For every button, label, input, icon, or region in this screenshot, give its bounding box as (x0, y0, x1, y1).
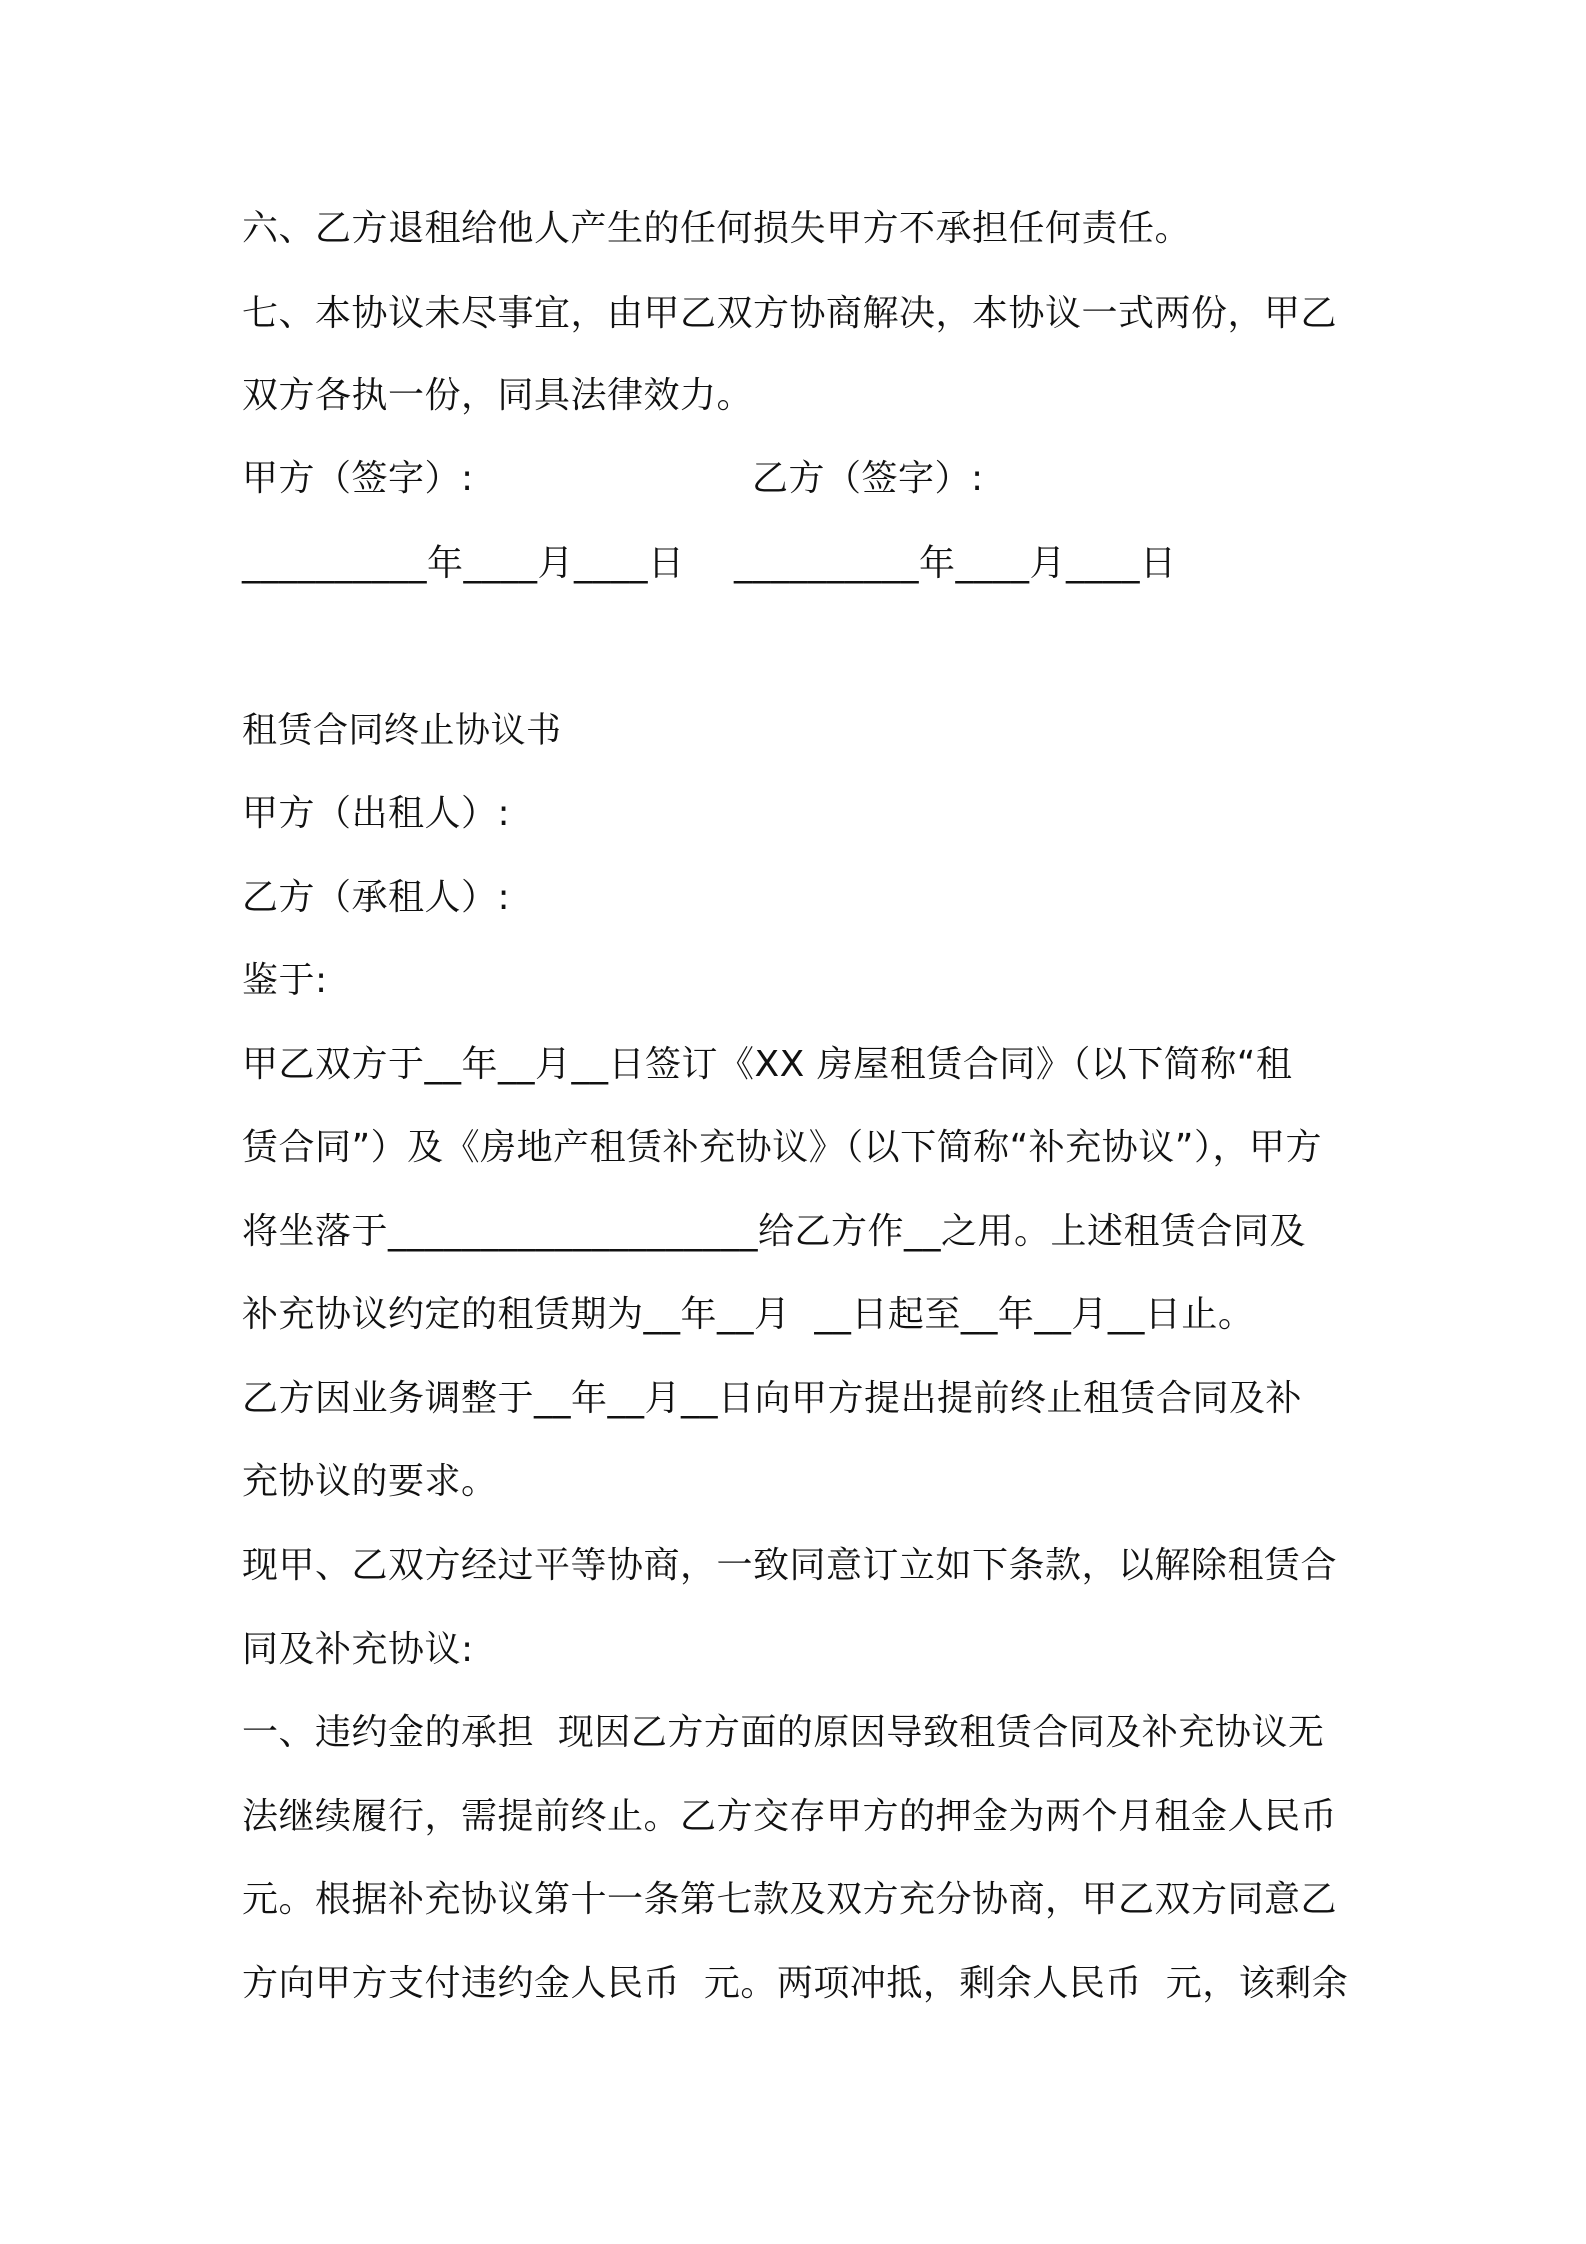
party-a-signature-label: 甲方（签字）: (242, 458, 474, 499)
paragraph-2-line-1: 乙方因业务调整于__年__月__日向甲方提出提前终止租赁合同及补 (242, 1378, 1303, 1419)
party-b-lessee: 乙方（承租人）: (242, 877, 511, 918)
clause-7-line-1: 七、本协议未尽事宜，由甲乙双方协商解决，本协议一式两份，甲乙 (242, 293, 1338, 334)
agreement-title: 租赁合同终止协议书 (242, 711, 562, 751)
clause-1-line-1: 一、违约金的承担 现因乙方方面的原因导致租赁合同及补充协议无 (242, 1712, 1325, 1753)
paragraph-1-line-4: 补充协议约定的租赁期为__年__月 __日起至__年__月__日止。 (242, 1294, 1255, 1335)
party-a-date-line: __________年____月____日 (242, 543, 685, 584)
paragraph-3-line-2: 同及补充协议: (242, 1629, 474, 1670)
paragraph-1-line-3: 将坐落于____________________给乙方作__之用。上述租赁合同及 (242, 1211, 1307, 1252)
party-a-lessor: 甲方（出租人）: (242, 793, 511, 834)
paragraph-2-line-2: 充协议的要求。 (242, 1461, 498, 1502)
clause-1-line-4: 方向甲方支付违约金人民币 元。两项冲抵，剩余人民币 元，该剩余 (242, 1963, 1349, 2004)
party-b-signature-label: 乙方（签字）: (752, 458, 984, 499)
whereas-heading: 鉴于: (242, 960, 328, 1001)
party-b-date-line: __________年____月____日 (734, 543, 1177, 584)
paragraph-1-line-1: 甲乙双方于__年__月__日签订《XX 房屋租赁合同》（以下简称“租 (242, 1044, 1293, 1085)
clause-1-line-2: 法继续履行，需提前终止。乙方交存甲方的押金为两个月租金人民币 (242, 1796, 1338, 1837)
clause-1-line-3: 元。根据补充协议第十一条第七款及双方充分协商，甲乙双方同意乙 (242, 1879, 1338, 1920)
clause-6: 六、乙方退租给他人产生的任何损失甲方不承担任何责任。 (242, 208, 1192, 249)
clause-7-line-2: 双方各执一份，同具法律效力。 (242, 375, 754, 416)
paragraph-1-line-2: 赁合同”）及《房地产租赁补充协议》（以下简称“补充协议”），甲方 (242, 1127, 1322, 1168)
paragraph-3-line-1: 现甲、乙双方经过平等协商，一致同意订立如下条款，以解除租赁合 (242, 1545, 1338, 1586)
